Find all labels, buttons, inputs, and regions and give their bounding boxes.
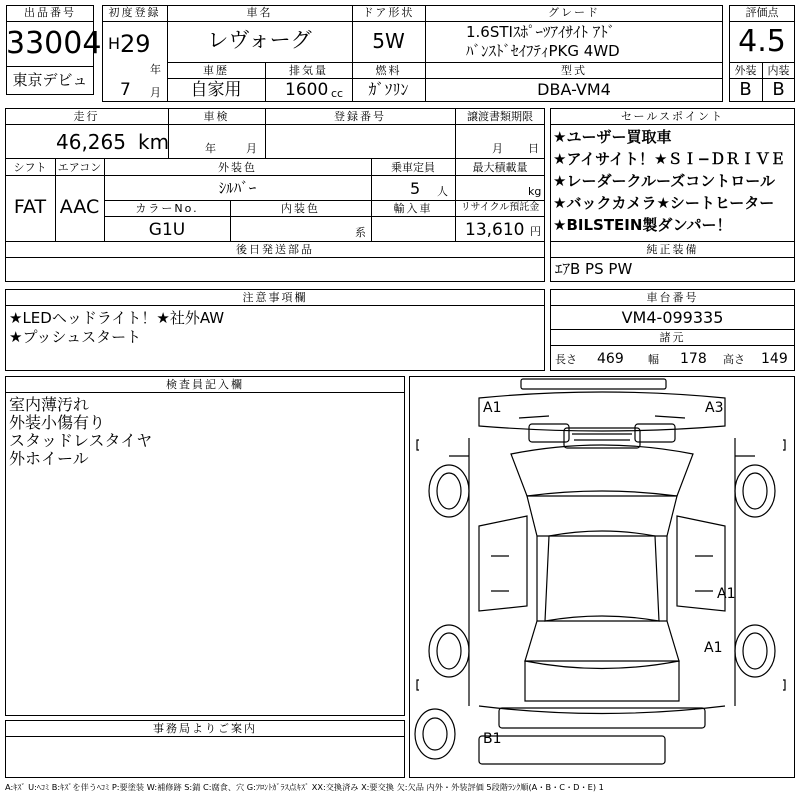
ext-score-header: 外装 <box>734 64 757 77</box>
displacement-value: 1600 <box>285 80 329 100</box>
int-score-header: 内装 <box>767 64 790 77</box>
color-no-header: カラーNo. <box>135 202 199 215</box>
length-value: 469 <box>597 351 624 367</box>
grade-line1: 1.6STIｽﾎﾟｰﾂｱｲｻｲﾄ ｱﾄﾞ <box>466 23 616 41</box>
import-header: 輸入車 <box>393 202 433 215</box>
aircon-value: AAC <box>59 196 100 218</box>
damage-mark: A1 <box>704 640 723 656</box>
damage-mark: A3 <box>705 400 724 416</box>
notes-line: ★プッシュスタート <box>9 328 142 346</box>
history-value: 自家用 <box>190 80 242 100</box>
inspection-month-unit: 月 <box>246 142 257 155</box>
door-header: ドア形状 <box>362 6 415 19</box>
shift-header: シフト <box>13 161 47 174</box>
height-value: 149 <box>761 351 788 367</box>
legend-text: A:ｷｽﾞ U:ﾍｺﾐ B:ｷｽﾞを伴うﾍｺﾐ P:要塗装 W:補修跡 S:錆 C:腐食、穴 G:ﾌﾛﾝﾄｶﾞﾗｽ点ｷｽﾞ XX:交換済み X:要交換 欠:欠品 内外・外装評価 5段階ﾗﾝｸ順(A・B・C・D・E) 1 <box>5 782 604 792</box>
recycle-unit: 円 <box>530 225 541 238</box>
equipment-value: ｴｱB PS PW <box>555 260 633 278</box>
sales-point-item: ★バックカメラ★シートヒーター <box>553 194 775 212</box>
int-score: B <box>772 79 785 100</box>
width-label: 幅 <box>648 353 659 366</box>
grade-header: グレード <box>548 6 600 19</box>
model-header: 型式 <box>561 64 587 77</box>
recycle-value: 13,610 <box>465 220 525 240</box>
notes-header: 注意事項欄 <box>242 291 308 304</box>
ext-color-value: ｼﾙﾊﾞｰ <box>218 179 257 197</box>
int-color-unit: 系 <box>355 226 366 239</box>
capacity-value: 5 <box>410 179 421 198</box>
dims-header: 諸元 <box>659 331 686 344</box>
model-value: DBA-VM4 <box>537 80 611 99</box>
aircon-header: エアコン <box>57 161 102 174</box>
sales-point-item: ★BILSTEIN製ダンパー！ <box>553 216 732 234</box>
ext-score: B <box>739 79 752 100</box>
first-reg-header: 初度登録 <box>108 6 161 19</box>
first-reg-era: H <box>108 34 121 53</box>
height-label: 高さ <box>723 353 745 366</box>
shift-value: FAT <box>13 196 47 218</box>
capacity-header: 乗車定員 <box>391 161 435 174</box>
first-reg-month: 7 <box>120 80 131 100</box>
fuel-header: 燃料 <box>375 64 402 77</box>
score-value: 4.5 <box>738 24 786 59</box>
length-label: 長さ <box>555 353 577 366</box>
max-load-header: 最大積載量 <box>472 161 528 174</box>
mileage-header: 走行 <box>73 110 100 123</box>
inspector-line: 室内薄汚れ <box>9 395 90 414</box>
car-name-header: 車名 <box>246 6 273 19</box>
width-value: 178 <box>680 351 707 367</box>
mileage-value: 46,265 <box>56 130 126 154</box>
transfer-header: 譲渡書類期限 <box>467 110 533 123</box>
ext-color-header: 外装色 <box>218 161 257 174</box>
recycle-header: リサイクル預託金 <box>460 202 540 213</box>
sales-point-item: ★ユーザー買取車 <box>553 128 672 146</box>
lot-debut: 東京デビュ <box>12 71 88 89</box>
fuel-value: ｶﾞｿﾘﾝ <box>368 80 409 99</box>
first-reg-year: 29 <box>120 30 151 58</box>
damage-mark: B1 <box>483 731 502 747</box>
grade-line2: ﾊﾞﾝｽﾄﾞｾｲﾌﾃｨPKG 4WD <box>466 42 620 60</box>
color-no-value: G1U <box>148 220 186 240</box>
car-damage-diagram <box>409 376 795 778</box>
max-load-unit: kg <box>528 185 542 198</box>
first-reg-year-unit: 年 <box>150 63 161 76</box>
chassis-header: 車台番号 <box>646 291 699 304</box>
inspection-year-unit: 年 <box>205 142 216 155</box>
equipment-header: 純正装備 <box>646 243 699 256</box>
sales-point-item: ★アイサイト！★ＳＩ−ＤＲＩＶＥ <box>553 150 786 168</box>
damage-mark: A1 <box>717 586 736 602</box>
office-header: 事務局よりご案内 <box>153 722 257 735</box>
score-header: 評価点 <box>745 6 779 19</box>
inspector-line: 外装小傷有り <box>9 413 106 432</box>
inspector-line: 外ホイール <box>9 449 89 468</box>
displacement-unit: cc <box>331 87 344 100</box>
car-name: レヴォーグ <box>207 28 312 52</box>
notes-line: ★LEDヘッドライト！★社外AW <box>9 309 225 327</box>
capacity-unit: 人 <box>437 185 448 198</box>
inspector-line: スタッドレスタイヤ <box>9 431 153 450</box>
mileage-unit: km <box>138 130 170 154</box>
transfer-day-unit: 日 <box>528 142 539 155</box>
later-parts-header: 後日発送部品 <box>236 243 314 256</box>
transfer-month-unit: 月 <box>492 142 503 155</box>
sales-points-header: セールスポイント <box>620 110 724 123</box>
inspector-header: 検査員記入欄 <box>166 378 244 391</box>
chassis-value: VM4-099335 <box>621 308 724 327</box>
door-type: 5W <box>372 29 405 53</box>
lot-number: 33004 <box>6 26 102 61</box>
int-color-header: 内装色 <box>281 202 320 215</box>
reg-no-header: 登録番号 <box>334 110 386 123</box>
first-reg-month-unit: 月 <box>150 86 161 99</box>
inspection-header: 車検 <box>203 110 230 123</box>
lot-header: 出品番号 <box>24 6 76 19</box>
damage-mark: A1 <box>483 400 502 416</box>
sales-point-item: ★レーダークルーズコントロール <box>553 172 775 190</box>
displacement-header: 排気量 <box>289 64 328 77</box>
history-header: 車歴 <box>203 64 229 77</box>
